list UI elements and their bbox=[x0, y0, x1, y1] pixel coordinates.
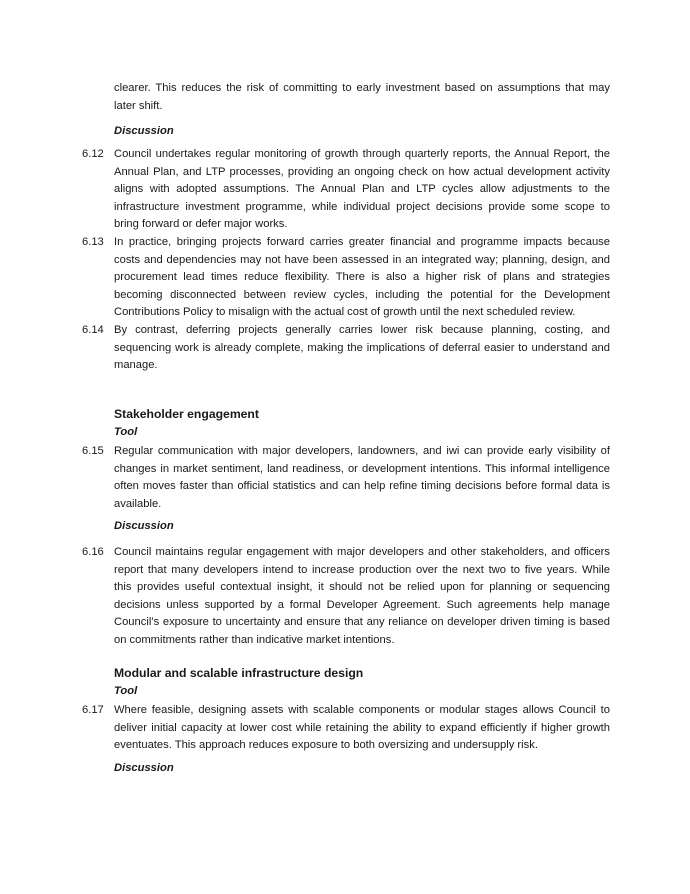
paragraph-6-16-line: report that many developers intend to increase production over the next two to five years. While bbox=[114, 564, 610, 576]
paragraph-number-6-16: 6.16 bbox=[82, 546, 104, 558]
tool-subheading: Tool bbox=[114, 685, 138, 697]
paragraph-6-17-line: deliver initial capacity at lower cost while retaining the ability to expand efficiently if higher growth bbox=[114, 722, 610, 734]
paragraph-6-12-line: aligns with adopted assumptions. The Annual Plan and LTP cycles allow adjustments to the bbox=[114, 183, 610, 195]
paragraph-6-16-line: on commitments rather than indicative market intentions. bbox=[114, 634, 395, 646]
discussion-subheading: Discussion bbox=[114, 520, 174, 532]
paragraph-number-6-14: 6.14 bbox=[82, 324, 104, 336]
lead-line-2: later shift. bbox=[114, 100, 163, 112]
paragraph-6-16-line: Council maintains regular engagement with major developers and other stakeholders, and officers bbox=[114, 546, 610, 558]
paragraph-6-16-line: Council’s exposure to uncertainty and ensure that any reliance on developer driven timing is based bbox=[114, 616, 610, 628]
paragraph-number-6-17: 6.17 bbox=[82, 704, 104, 716]
paragraph-6-13-line: becoming disconnected between review cycles, including the potential for the Development bbox=[114, 289, 610, 301]
paragraph-6-14-line: By contrast, deferring projects generally carries lower risk because planning, costing, and bbox=[114, 324, 610, 336]
section-heading-stakeholder-engagement: Stakeholder engagement bbox=[114, 407, 259, 421]
paragraph-6-12-line: Council undertakes regular monitoring of growth through quarterly reports, the Annual Report, the bbox=[114, 148, 610, 160]
discussion-subheading: Discussion bbox=[114, 125, 174, 137]
paragraph-6-16-line: this provides useful contextual insight, it should not be relied upon for planning or sequencing bbox=[114, 581, 610, 593]
paragraph-6-17-line: Where feasible, designing assets with scalable components or modular stages allows Council to bbox=[114, 704, 610, 716]
paragraph-6-12-line: infrastructure investment programme, while individual project decisions provide some scope to bbox=[114, 201, 610, 213]
paragraph-6-13-line: Contributions Policy to misalign with the actual cost of growth until the next scheduled review. bbox=[114, 306, 576, 318]
paragraph-6-12-line: bring forward or defer major works. bbox=[114, 218, 288, 230]
paragraph-6-13-line: costs and dependencies may not have been assessed in an integrated way; planning, design, and bbox=[114, 254, 610, 266]
lead-line-1: clearer. This reduces the risk of committing to early investment based on assumptions that may bbox=[114, 82, 610, 94]
discussion-subheading: Discussion bbox=[114, 762, 174, 774]
paragraph-6-13-line: procurement lead times reduce flexibility. There is also a higher risk of plans and strategies bbox=[114, 271, 610, 283]
paragraph-6-12-line: Annual Plan, and LTP processes, providing an ongoing check on how actual development activity bbox=[114, 166, 610, 178]
paragraph-6-15-line: often moves faster than official statistics and can help refine timing decisions before formal data is bbox=[114, 480, 610, 492]
paragraph-6-14-line: manage. bbox=[114, 359, 158, 371]
paragraph-6-16-line: decisions unless supported by a formal Developer Agreement. Such agreements help manage bbox=[114, 599, 610, 611]
paragraph-number-6-15: 6.15 bbox=[82, 445, 104, 457]
paragraph-number-6-13: 6.13 bbox=[82, 236, 104, 248]
paragraph-6-13-line: In practice, bringing projects forward carries greater financial and programme impacts because bbox=[114, 236, 610, 248]
section-heading-modular-design: Modular and scalable infrastructure design bbox=[114, 666, 364, 680]
paragraph-6-15-line: changes in market sentiment, land readiness, or development intentions. This informal intelligence bbox=[114, 463, 610, 475]
paragraph-number-6-12: 6.12 bbox=[82, 148, 104, 160]
tool-subheading: Tool bbox=[114, 426, 138, 438]
paragraph-6-15-line: Regular communication with major developers, landowners, and iwi can provide early visibility of bbox=[114, 445, 610, 457]
paragraph-6-14-line: sequencing work is already complete, making the implications of deferral easier to understand and bbox=[114, 342, 610, 354]
paragraph-6-15-line: available. bbox=[114, 498, 162, 510]
paragraph-6-17-line: eventuates. This approach reduces exposure to both oversizing and undersupply risk. bbox=[114, 739, 538, 751]
